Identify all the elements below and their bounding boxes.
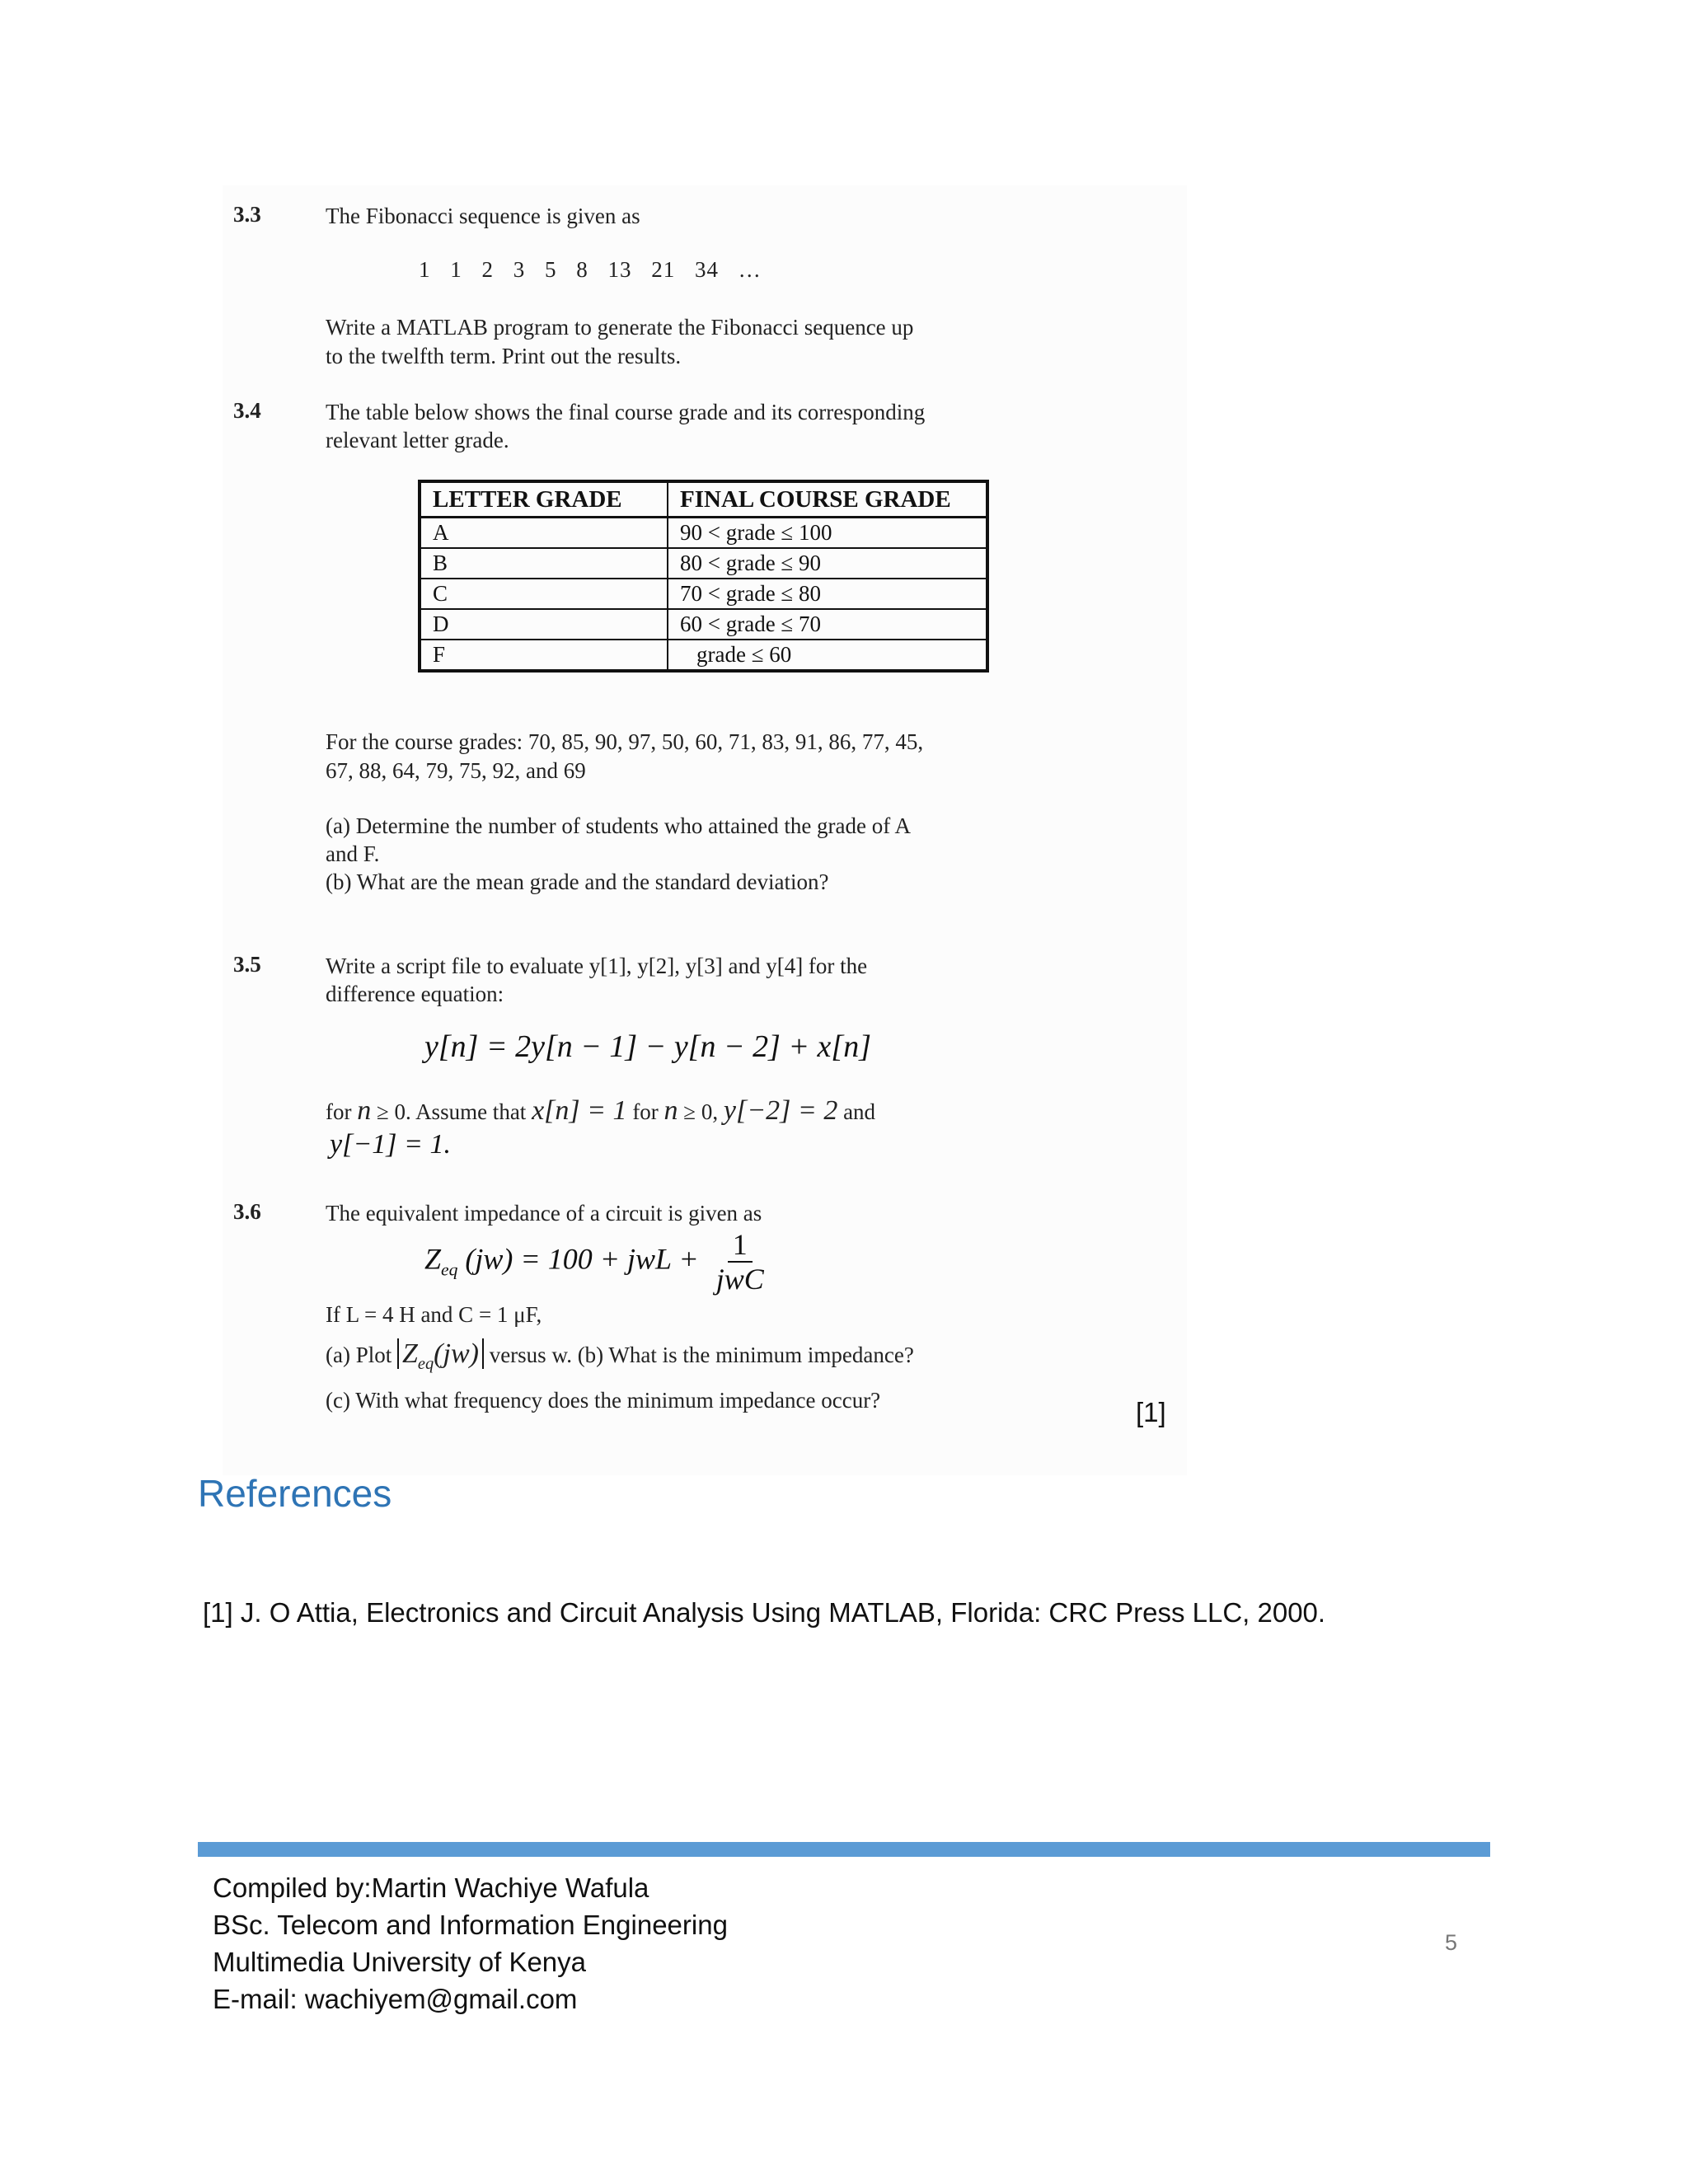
table-cell-range: 80 < grade ≤ 90 [668,548,987,579]
table-header-row [420,481,987,518]
table-row [420,579,987,609]
question-a-line2: and F. [326,841,380,866]
condition-y-minus2: y[−2] = 2 [723,1095,838,1126]
table-cell-range: 90 < grade ≤ 100 [668,518,987,549]
question-3-6-c: (c) With what frequency does the minimum impedance occur? [326,1388,881,1413]
problem-3-6-intro: The equivalent impedance of a circuit is given as [326,1201,762,1226]
table-header-letter: LETTER GRADE [420,481,668,518]
problem-3-5-line2: difference equation: [326,982,504,1006]
abs-arg: (jw) [434,1338,479,1369]
condition-for2: for [632,1099,659,1124]
difference-equation: y[n] = 2y[n − 1] − y[n − 2] + x[n] [424,1029,871,1064]
problem-number-3-3: 3.3 [233,202,261,227]
abs-z: Z [402,1338,418,1369]
problem-3-3-intro: The Fibonacci sequence is given as [326,204,640,228]
table-cell-letter: D [420,609,668,640]
table-header-final: FINAL COURSE GRADE [668,481,987,518]
question-a-line1: (a) Determine the number of students who attained the grade of A [326,813,912,838]
footer-degree: BSc. Telecom and Information Engineering [213,1910,728,1940]
footer-email: E-mail: wachiyem@gmail.com [213,1984,578,2014]
references-heading: References [198,1472,392,1515]
reference-entry: [1] J. O Attia, Electronics and Circuit Analysis Using MATLAB, Florida: CRC Press LLC, 2000. [203,1597,1326,1628]
problem-3-5-line1: Write a script file to evaluate y[1], y[2], y[3] and y[4] for the [326,954,868,978]
condition-for: for [326,1099,352,1124]
eq-mid: (jw) = 100 + jwL + [465,1242,699,1276]
eq-sub: eq [441,1259,458,1280]
problem-number-3-5: 3.5 [233,952,261,977]
eq-denominator: jwC [715,1263,764,1296]
eq-fraction [711,1228,769,1296]
footer-university: Multimedia University of Kenya [213,1947,587,1977]
condition-n2: n [663,1095,678,1126]
plot-suffix: versus w. (b) What is the minimum impedance? [489,1343,914,1367]
question-b: (b) What are the mean grade and the standard deviation? [326,869,829,894]
question-3-6-a-b [326,1339,914,1379]
problem-number-3-6: 3.6 [233,1199,261,1224]
table-row [420,518,987,549]
problem-3-4-line2: relevant letter grade. [326,428,509,452]
grade-table [418,480,989,673]
citation-marker: [1] [1136,1397,1166,1427]
impedance-equation [424,1228,769,1296]
eq-numerator: 1 [728,1228,753,1263]
condition-line [326,1096,875,1127]
plot-prefix: (a) Plot [326,1343,392,1367]
table-cell-letter: B [420,548,668,579]
condition-n: n [357,1095,372,1126]
condition-and: and [843,1099,876,1124]
table-cell-range: 70 < grade ≤ 80 [668,579,987,609]
problem-3-4-line1: The table below shows the final course grade and its corresponding [326,400,926,424]
table-cell-letter: C [420,579,668,609]
table-cell-range: grade ≤ 60 [668,640,987,671]
given-values: If L = 4 H and C = 1 μF, [326,1302,542,1327]
eq-lhs: Z [424,1242,442,1276]
problem-3-3-line1: Write a MATLAB program to generate the Fibonacci sequence up [326,315,914,340]
abs-impedance [397,1338,484,1373]
condition-ge0: ≥ 0. Assume that [376,1099,527,1124]
footer-author-block [213,1869,728,2018]
course-grades-line1: For the course grades: 70, 85, 90, 97, 50, 60, 71, 83, 91, 86, 77, 45, [326,729,924,754]
problem-number-3-4: 3.4 [233,398,261,423]
condition-x: x[n] = 1 [532,1095,627,1126]
fibonacci-sequence: 1 1 2 3 5 8 13 21 34 … [419,257,762,282]
table-cell-letter: A [420,518,668,549]
course-grades-line2: 67, 88, 64, 79, 75, 92, and 69 [326,758,586,783]
table-row [420,548,987,579]
page-number: 5 [1445,1930,1458,1955]
condition-y-minus1: y[−1] = 1. [330,1129,451,1160]
table-row [420,640,987,671]
abs-sub: eq [417,1354,434,1373]
footer-compiled-by: Compiled by:Martin Wachiye Wafula [213,1872,649,1903]
footer-divider [198,1842,1490,1857]
table-cell-letter: F [420,640,668,671]
table-row [420,609,987,640]
problem-3-3-line2: to the twelfth term. Print out the results. [326,344,682,368]
condition-ge0b: ≥ 0, [683,1099,719,1124]
table-cell-range: 60 < grade ≤ 70 [668,609,987,640]
